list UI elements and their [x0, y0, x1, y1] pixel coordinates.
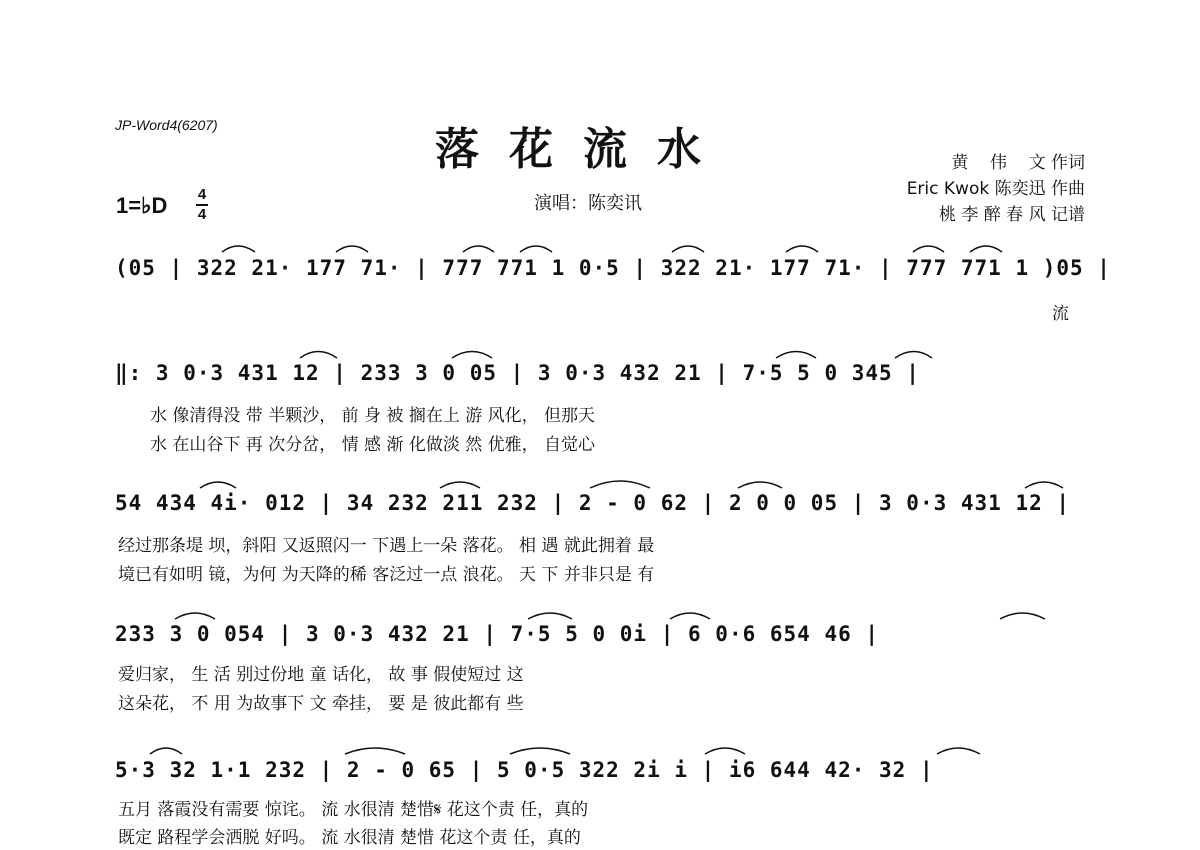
slur [175, 613, 215, 619]
slur [528, 613, 572, 619]
lyric-row-3-line-2: 境已有如明 镜，为何 为天降的稀 客泛过一点 浪花。 天 下 并非只是 有 [118, 565, 655, 585]
notation-row-2: ‖: 3 0·3 431 12 | 233 3 0 05 | 3 0·3 432 21 | 7·5 5 0 345 | [115, 361, 920, 385]
lyric-row-2-line-2: 水 在山谷下 再 次分岔， 情 感 渐 化做淡 然 优雅， 自觉心 [150, 435, 596, 455]
lyric-row-2-line-1: 水 像清得没 带 半颗沙， 前 身 被 搁在上 游 风化， 但那天 [150, 406, 596, 426]
slur [913, 246, 944, 252]
slur [300, 352, 337, 359]
lyric-row-5-line-2: 既定 路程学会洒脱 好吗。 流 水很清 楚惜 花这个责 任，真的 [118, 828, 581, 848]
slur [937, 748, 980, 754]
notation-row-3: 54 434 4i· 012 | 34 232 211 232 | 2 - 0 62 | 2 0 0 05 | 3 0·3 431 12 | [115, 491, 1071, 515]
slur [786, 246, 818, 252]
lyric-row-5-line-1: 五月 落霞没有需要 惊诧。 流 水很清 楚惜𝄋 花这个责 任，真的 [118, 800, 589, 820]
lyric-row-1-line-1: 流 [1052, 304, 1069, 324]
slur [970, 246, 1002, 252]
composer-credit: Eric Kwok 陈奕迅 作曲 [906, 179, 1085, 199]
lyricist-credit: 黄 伟 文 作词 [951, 153, 1085, 173]
slur [670, 613, 710, 619]
slur [510, 748, 570, 754]
lyric-row-4-line-2: 这朵花， 不 用 为故事下 文 牵挂， 要 是 彼此都有 些 [118, 694, 524, 714]
slur [463, 246, 494, 252]
slur [1000, 613, 1045, 619]
slur [705, 748, 745, 754]
time-signature-bottom: 4 [197, 206, 207, 223]
transcriber-credit: 桃 李 醉 春 风 记谱 [938, 205, 1085, 225]
slur [895, 352, 932, 359]
slur [776, 352, 816, 359]
software-version: JP-Word4(6207) [115, 117, 218, 133]
lyric-row-3-line-1: 经过那条堤 坝，斜阳 又返照闪一 下遇上一朵 落花。 相 遇 就此拥着 最 [118, 536, 655, 556]
slur [200, 482, 236, 488]
time-signature-top: 4 [197, 186, 207, 203]
slur [336, 246, 368, 252]
slur [452, 352, 492, 359]
slur [520, 246, 552, 252]
slur [1025, 482, 1063, 488]
notation-row-1: (05 | 322 21· 177 71· | 777 771 1 0·5 | 322 21· 177 71· | 777 771 1 )05 | [115, 256, 1111, 280]
slur [345, 748, 405, 754]
slur [738, 482, 782, 488]
notation-row-5: 5·3 32 1·1 232 | 2 - 0 65 | 5 0·5 322 2i i | i6 644 42· 32 | [115, 758, 934, 782]
singer-credit: 演唱：陈奕讯 [534, 193, 642, 214]
song-title: 落花流水 [435, 124, 731, 175]
key-signature: 1=♭D [116, 193, 168, 218]
slur [590, 481, 650, 488]
slur [222, 246, 255, 252]
slur [150, 748, 182, 754]
slur [672, 246, 704, 252]
slur [440, 482, 480, 488]
lyric-row-4-line-1: 爱归家， 生 活 别过份地 童 话化， 故 事 假使短过 这 [118, 665, 524, 685]
notation-row-4: 233 3 0 054 | 3 0·3 432 21 | 7·5 5 0 0i | 6 0·6 654 46 | [115, 622, 880, 646]
